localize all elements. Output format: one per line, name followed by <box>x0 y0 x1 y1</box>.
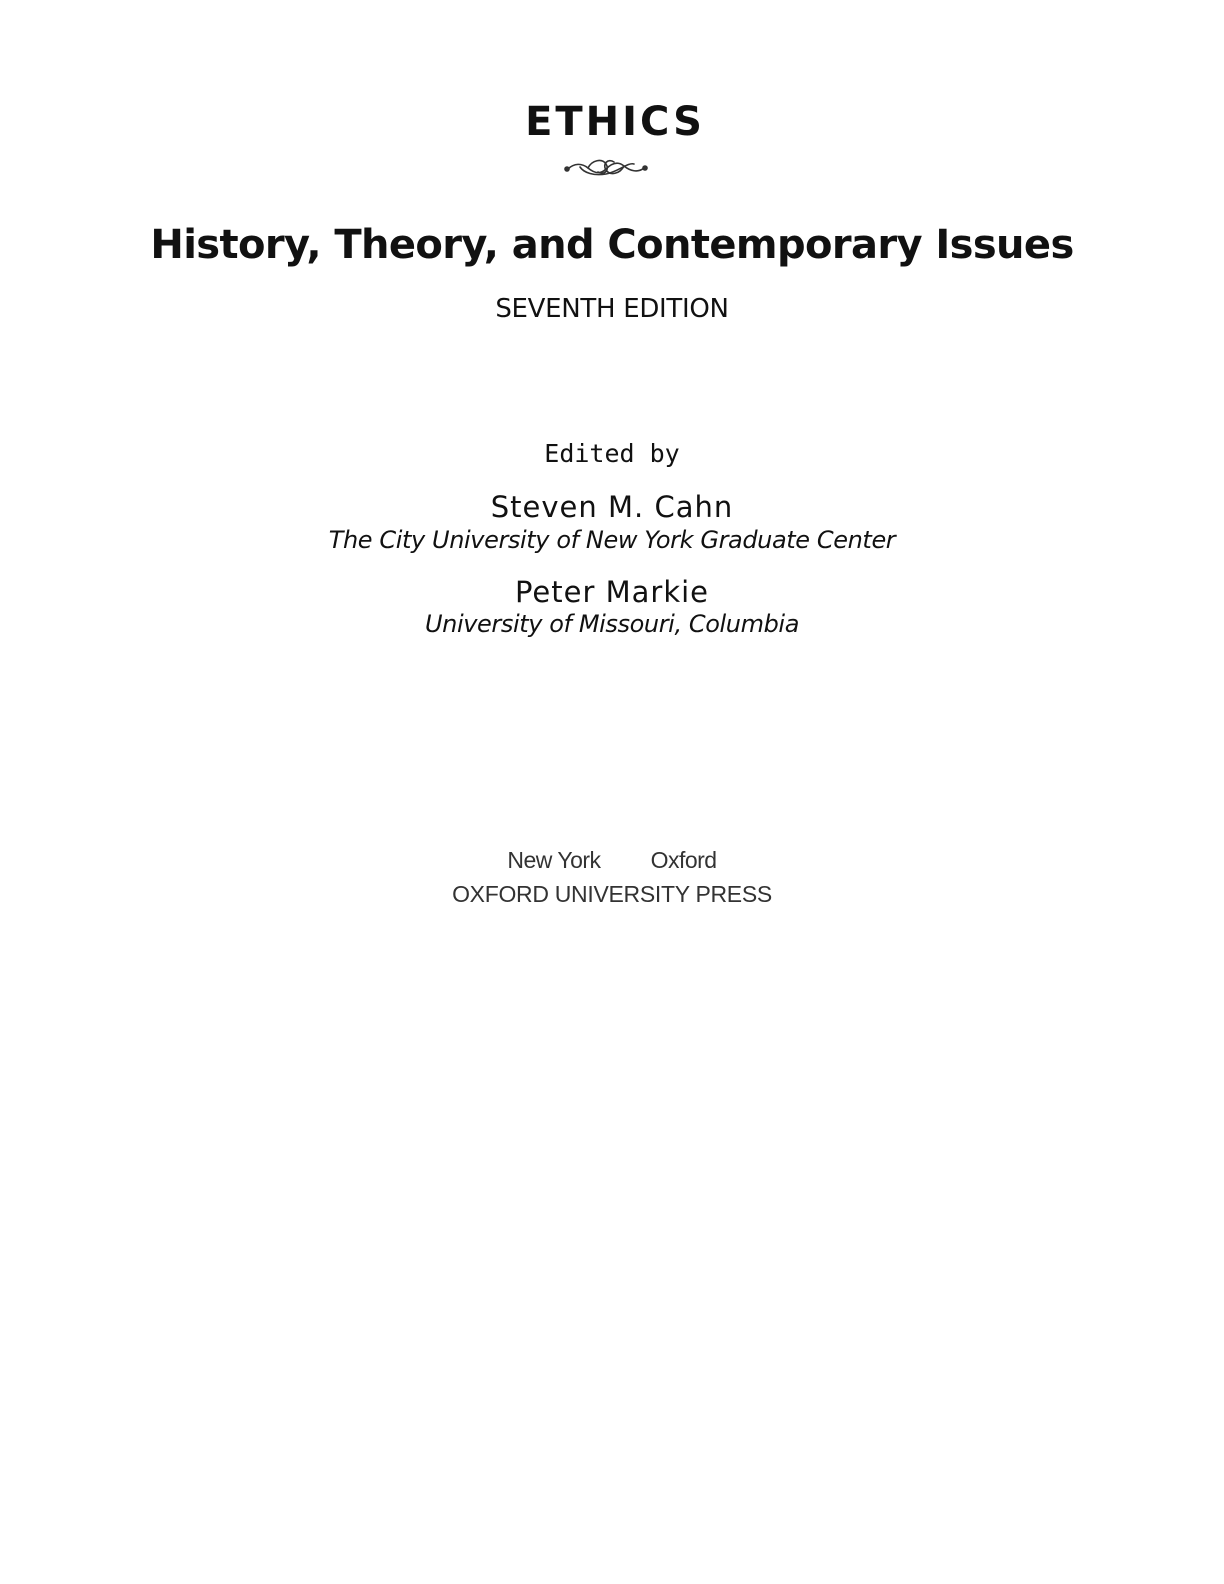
book-subtitle: History, Theory, and Contemporary Issues <box>150 222 1074 268</box>
editor-name: Steven M. Cahn <box>490 490 734 524</box>
publisher-city: New York <box>507 847 601 873</box>
editor-affiliation: The City University of New York Graduate Center <box>328 526 896 554</box>
book-title: ETHICS <box>525 99 705 145</box>
flourish-ornament-icon <box>560 150 652 184</box>
publisher-cities <box>0 845 1224 875</box>
edited-by-label: Edited by <box>544 439 680 468</box>
publisher-name: OXFORD UNIVERSITY PRESS <box>452 881 772 907</box>
editor-affiliation: University of Missouri, Columbia <box>424 610 800 638</box>
edition-label: SEVENTH EDITION <box>495 294 729 324</box>
editor-name: Peter Markie <box>514 575 710 609</box>
publisher-city: Oxford <box>650 847 717 873</box>
